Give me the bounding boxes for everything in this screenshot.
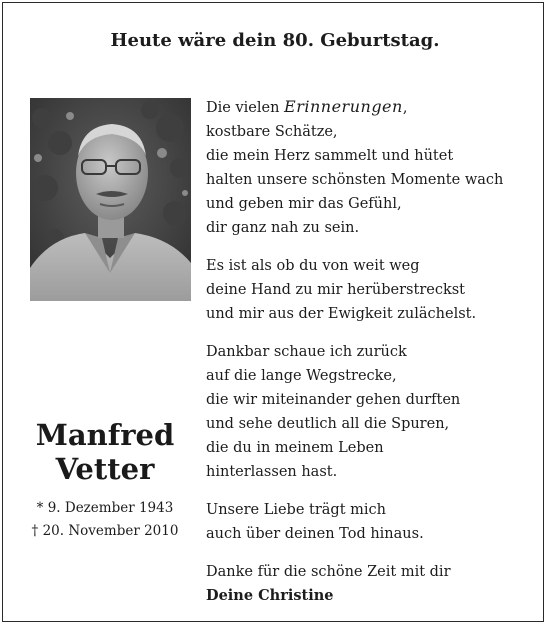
portrait-photo-icon [30,98,191,301]
poem-line: und sehe deutlich all die Spuren, [206,416,450,432]
birth-date: * 9. Dezember 1943 [36,500,174,516]
poem-line: hinterlassen hast. [206,464,338,480]
poem-line: und geben mir das Gefühl, [206,196,402,212]
signature: Deine Christine [206,587,334,604]
closing-line: Danke für die schöne Zeit mit dir [206,564,451,580]
poem-line: Es ist als ob du von weit weg [206,258,420,274]
poem-stanza-4 [206,498,536,546]
life-dates [20,497,190,543]
portrait-photo [30,98,191,301]
poem-line-prefix: Die vielen [206,100,285,116]
poem-line: auch über deinen Tod hinaus. [206,526,424,542]
poem-stanza-3 [206,340,536,484]
poem-line: die du in meinem Leben [206,440,384,456]
poem-line: Unsere Liebe trägt mich [206,502,386,518]
poem-line: kostbare Schätze, [206,124,338,140]
death-date: † 20. November 2010 [31,523,179,539]
poem-line-suffix: , [402,100,408,116]
poem [206,95,536,622]
headline: Heute wäre dein 80. Geburtstag. [110,30,440,51]
poem-line: und mir aus der Ewigkeit zulächelst. [206,306,477,322]
last-name: Vetter [55,452,155,486]
poem-line: Dankbar schaue ich zurück [206,344,407,360]
script-word: Erinnerungen [284,97,403,116]
poem-line: die mein Herz sammelt und hütet [206,148,454,164]
poem-line [206,95,536,120]
poem-line: dir ganz nah zu sein. [206,220,360,236]
poem-line: auf die lange Wegstrecke, [206,368,397,384]
poem-stanza-1 [206,95,536,240]
deceased-name [20,418,190,486]
closing [206,560,536,608]
first-name: Manfred [35,418,175,452]
poem-line: deine Hand zu mir herüberstreckst [206,282,466,298]
poem-line: die wir miteinander gehen durften [206,392,461,408]
poem-line: halten unsere schönsten Momente wach [206,172,504,188]
poem-stanza-2 [206,254,536,326]
